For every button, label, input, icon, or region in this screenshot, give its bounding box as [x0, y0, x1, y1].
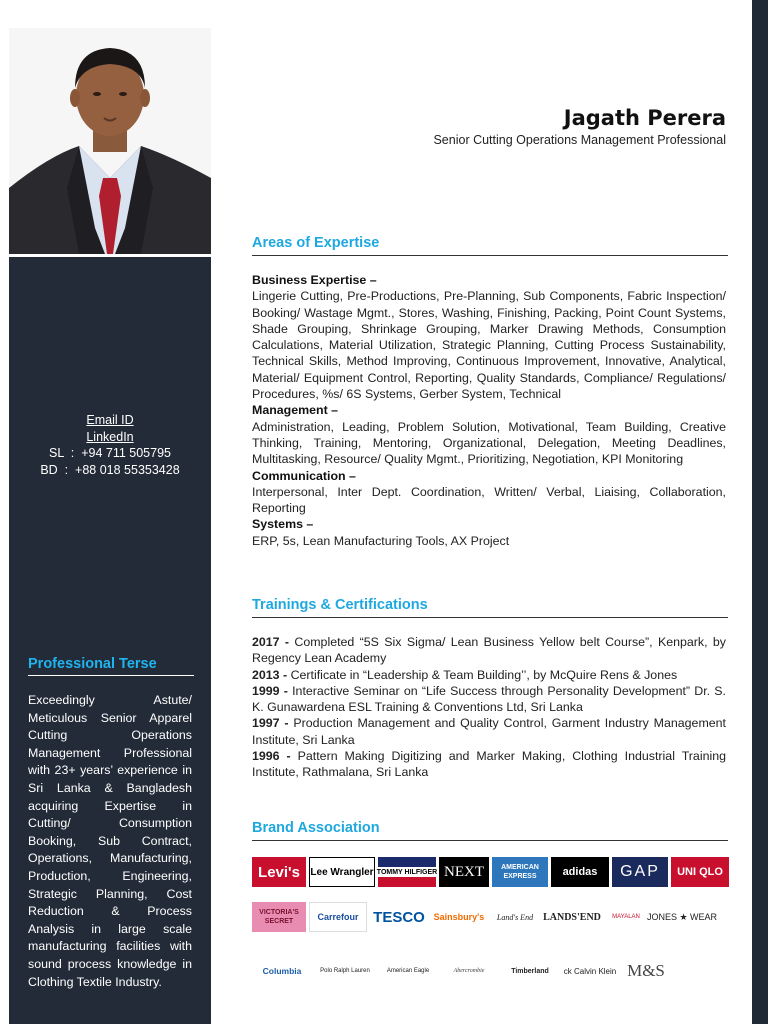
brand-logo-tesco: TESCO	[373, 908, 425, 926]
training-item: 1996 - Pattern Making Digitizing and Marker Making, Clothing Industrial Training Institute, Rathmalana, Sri Lanka	[252, 749, 726, 780]
systems-label: Systems –	[252, 517, 314, 532]
profile-photo	[9, 28, 211, 254]
communication-label: Communication –	[252, 468, 356, 483]
brand-logo-levis: Levi's	[252, 857, 306, 887]
training-item: 1999 - Interactive Seminar on “Life Success through Personality Development” Dr. S. K. Gunawardena ESL Training & Conventions Ltd, Sri Lanka	[252, 683, 726, 715]
brand-logo-lee-wrangler: Lee Wrangler	[309, 857, 375, 887]
contact-block	[9, 412, 211, 478]
brand-logo-carrefour: Carrefour	[309, 902, 367, 932]
brand-logo-mayalan: MAYALAN	[612, 914, 640, 920]
brand-logo-polo: Polo Ralph Lauren	[320, 968, 370, 974]
brand-logo-american-eagle: American Eagle	[386, 968, 430, 974]
trainings-heading: Trainings & Certifications	[252, 597, 728, 618]
business-label: Business Expertise –	[252, 273, 377, 287]
terse-body: Exceedingly Astute/ Meticulous Senior Apparel Cutting Operations Management Professional with 23+ years’ experience in Sri Lanka & Bangladesh acquiring Expertise in Cutting/ Consumption Booking, Sub Contract, Operations, Manufacturing, Production, Engineering, Strategic Planning, Cost Reduction & Process Analysis in large scale manufacturing facilities with sound process knowledge in Clothing Textile Industry.	[28, 693, 192, 989]
brand-logo-adidas: adidas	[551, 857, 609, 887]
brands-heading: Brand Association	[252, 820, 728, 841]
training-item: 1997 - Production Management and Quality Control, Garment Industry Management Institute, Sri Lanka	[252, 716, 726, 747]
bd-phone: BD : +88 018 55353428	[40, 462, 180, 477]
communication-text: Interpersonal, Inter Dept. Coordination, Written/ Verbal, Liaising, Collaboration, Reporting	[252, 484, 726, 516]
brand-logo-timberland: Timberland	[511, 967, 549, 975]
brand-row-2	[252, 902, 732, 932]
brand-logo-landsend-script: Land's End	[496, 912, 534, 922]
brand-logo-abercrombie: Abercrombie	[453, 968, 485, 974]
terse-heading: Professional Terse	[28, 656, 194, 676]
trainings-list	[252, 634, 726, 781]
expertise-heading: Areas of Expertise	[252, 235, 728, 256]
linkedin-link[interactable]: LinkedIn	[86, 429, 134, 444]
brand-logo-next: NEXT	[439, 857, 489, 887]
brand-logo-columbia: Columbia	[262, 966, 302, 976]
brand-logo-amex: AMERICAN EXPRESS	[492, 857, 548, 887]
candidate-name: Jagath Perera	[563, 106, 726, 130]
business-text: Lingerie Cutting, Pre-Productions, Pre-Planning, Sub Components, Fabric Inspection/ Booking/ Wastage Mgmt., Stores, Washing, Finishing, Packing, Point Count Systems, Shade Grouping, Shrinkage Grouping, Marker Drawing Methods, Consumption Calculations, Material Utilization, Strategic Planning, Cutting Process Sustainability, Technical Skills, Method Improving, Continuous Improvement, Innovative, Analytical, Material/ Equipment Control, Reporting, Quality Standards, Compliance/ Regulations/ Procedures, %s/ 6S Systems, Gerber System, Technical	[252, 289, 726, 402]
brand-logo-landsend: LANDS'END	[543, 911, 601, 923]
brand-logo-calvin-klein: ck Calvin Klein	[563, 966, 617, 976]
sidebar	[9, 0, 211, 1024]
brand-logo-uniqlo: UNI QLO	[671, 857, 729, 887]
management-text: Administration, Leading, Problem Solution, Motivational, Team Building, Creative Thinking, Training, Mentoring, Organizational, Delegation, Meeting Deadlines, Multitasking, Resource/ Quality Mgmt., Prioritizing, Negotiation, KPI Monitoring	[252, 419, 726, 467]
brand-row-1	[252, 857, 732, 887]
training-item: 2017 - Completed “5S Six Sigma/ Lean Business Yellow belt Course”, Kenpark, by Regency Lean Academy	[252, 635, 726, 666]
expertise-body	[252, 272, 726, 549]
brand-logo-tommy: TOMMY HILFIGER	[378, 857, 436, 887]
systems-text: ERP, 5s, Lean Manufacturing Tools, AX Project	[252, 533, 510, 548]
email-link[interactable]: Email ID	[86, 413, 134, 427]
candidate-title: Senior Cutting Operations Management Professional	[433, 133, 726, 147]
right-edge-strip	[752, 0, 768, 1024]
management-label: Management –	[252, 403, 339, 418]
brand-logo-sainsburys: Sainsbury's	[433, 912, 485, 922]
brand-row-3	[252, 956, 732, 986]
training-item: 2013 - Certificate in “Leadership & Team Building’’, by McQuire Rens & Jones	[252, 667, 678, 682]
sl-phone: SL : +94 711 505795	[49, 446, 171, 460]
brand-logo-victorias-secret: VICTORIA'S SECRET	[252, 902, 306, 932]
brand-logo-marks-spencer: M&S	[627, 961, 665, 980]
brand-logo-gap: GAP	[612, 857, 668, 887]
brand-logo-jones-wear: JONES ★ WEAR	[646, 911, 718, 922]
